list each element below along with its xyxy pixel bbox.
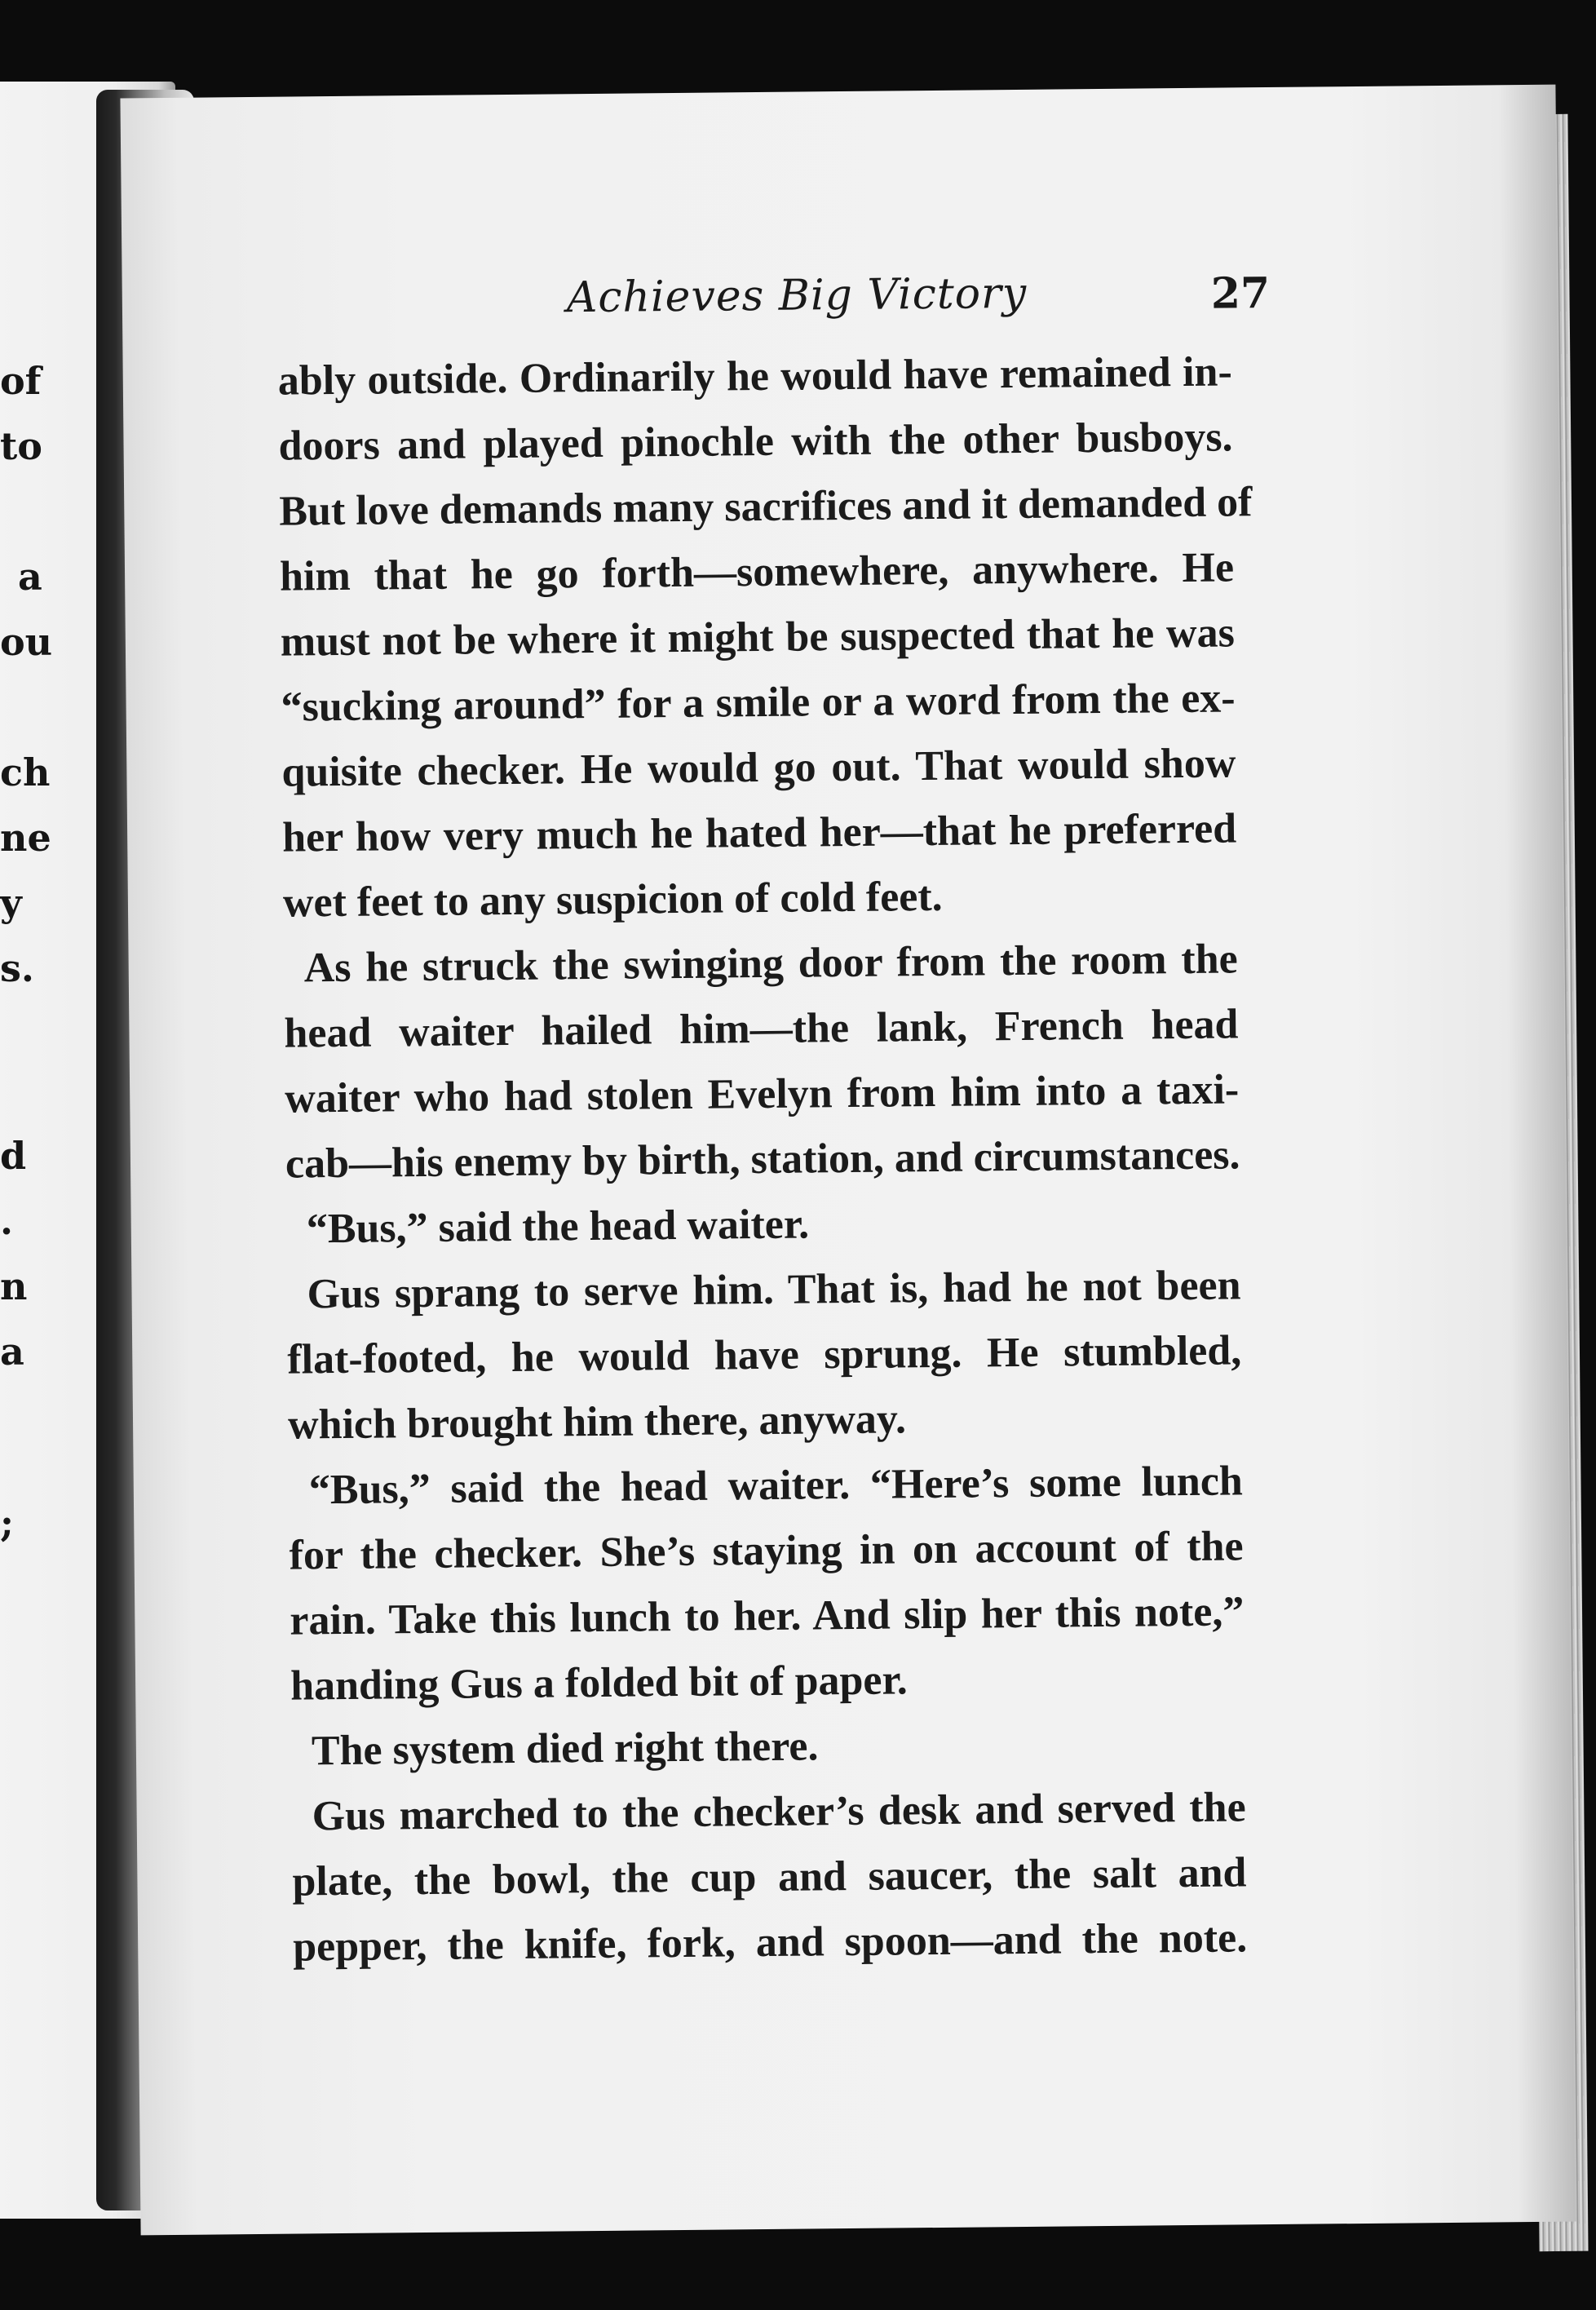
book-page (120, 85, 1576, 2236)
left-page-fragment: ne (0, 816, 51, 860)
left-page-fragment: . (0, 1199, 14, 1243)
text-line: quisite checker. He would go out. That would show (281, 740, 1236, 796)
left-page-fragment: y (0, 881, 22, 925)
left-page-fragment: ou (0, 620, 53, 664)
text-line: must not be where it might be suspected that he was (280, 609, 1236, 666)
text-line: him that he go forth—somewhere, anywhere. He (279, 544, 1235, 600)
text-line: her how very much he hated her—that he preferred (281, 805, 1237, 861)
text-line: for the checker. She’s staying in on account of the (289, 1523, 1244, 1579)
left-page-fragment: s. (0, 946, 34, 990)
running-title: Achieves Big Victory (566, 268, 1028, 323)
text-line: But love demands many sacrifices and it demanded of (279, 479, 1253, 535)
left-page-fragment: d (0, 1134, 27, 1178)
left-page-fragment: ch (0, 750, 51, 794)
left-page-fragment: a (0, 1330, 24, 1374)
text-line: doors and played pinochle with the other busboys. (278, 414, 1233, 470)
text-line: cab—his enemy by birth, station, and circumstances. (285, 1131, 1240, 1188)
left-page-fragment: to (0, 424, 42, 468)
text-line: “Bus,” said the head waiter. “Here’s some lunch (308, 1458, 1244, 1514)
text-line: wet feet to any suspicion of cold feet. (282, 873, 943, 927)
text-line: “sucking around” for a smile or a word from the ex- (281, 675, 1236, 731)
text-line: flat-footed, he would have sprung. He stumbled, (287, 1327, 1242, 1383)
text-line: rain. Take this lunch to her. And slip her this note,” (290, 1588, 1245, 1644)
left-page-fragment: ; (0, 1501, 14, 1545)
text-line: pepper, the knife, fork, and spoon—and the note. (292, 1914, 1248, 1971)
text-line: The system died right there. (311, 1723, 819, 1775)
text-line: handing Gus a folded bit of paper. (290, 1657, 909, 1710)
text-line: waiter who had stolen Evelyn from him into a taxi- (284, 1066, 1240, 1122)
left-page-fragment: n (0, 1264, 28, 1308)
text-line: Gus marched to the checker’s desk and served the (312, 1784, 1246, 1840)
text-line: which brought him there, anyway. (287, 1396, 907, 1449)
left-page-fragment: of (0, 359, 42, 403)
text-line: plate, the bowl, the cup and saucer, the salt and (292, 1849, 1247, 1905)
text-line: As he struck the swinging door from the room the (303, 936, 1238, 992)
left-page-fragment: a (18, 555, 42, 599)
text-line: ably outside. Ordinarily he would have remained in- (277, 348, 1233, 405)
text-line: head waiter hailed him—the lank, French head (284, 1001, 1239, 1057)
text-line: Gus sprang to serve him. That is, had he not been (307, 1262, 1241, 1318)
page-number: 27 (1210, 268, 1271, 319)
text-line: “Bus,” said the head waiter. (306, 1201, 810, 1253)
